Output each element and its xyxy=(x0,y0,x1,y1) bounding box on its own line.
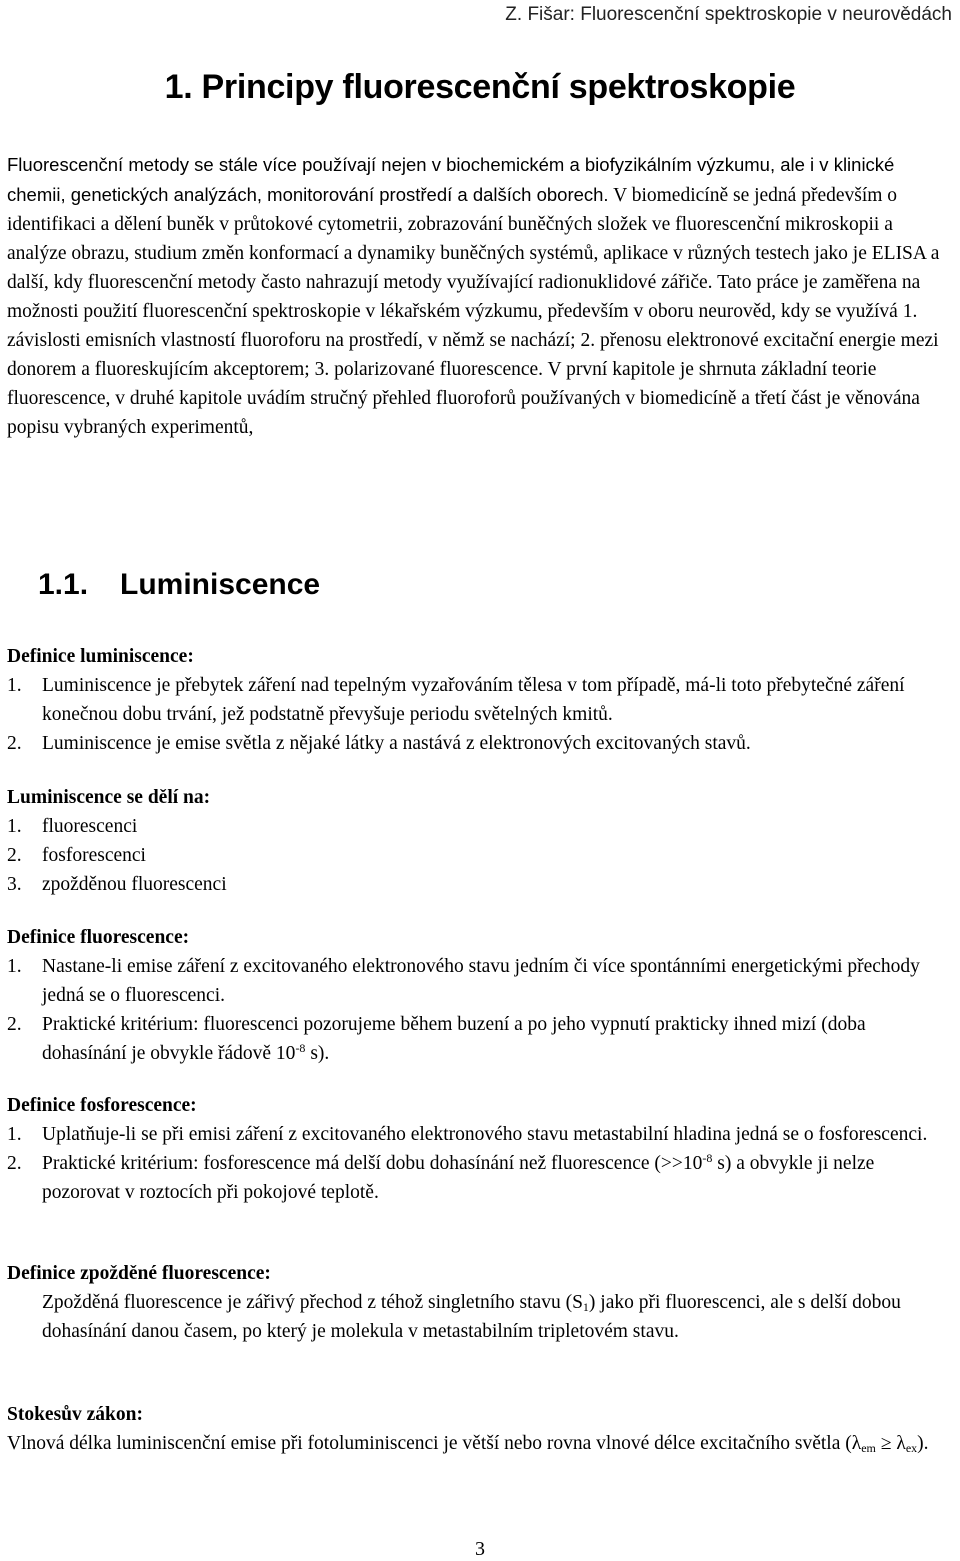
chapter-title: 1. Principy fluorescenční spektroskopie xyxy=(164,68,796,106)
page-number: 3 xyxy=(475,1538,485,1560)
list-item-number: 3. xyxy=(7,874,22,895)
intro-paragraph xyxy=(7,150,947,442)
stokes-text xyxy=(7,1429,952,1458)
intro-text-part3: Tato práce je zaměřena na možnosti použití fluorescenční spektroskopie v lékařském výzkumu, především v oboru neurověd, kdy se využívá 1. závislosti emisních vlastností fluoroforu na prostředí, v němž se nachází; 2. přenosu elektronové excitační energie mezi donorem a fluoreskujícím akceptorem; 3. polarizované fluorescence. V první kapitole je shrnuta základní teorie fluorescence, v druhé kapitole uvádím stručný přehled fluoroforů používaných v biomedicíně a třetí část je věnována popisu vybraných experimentů, xyxy=(7,272,939,438)
list-item-number: 1. xyxy=(7,956,22,977)
list-item-number: 2. xyxy=(7,733,22,754)
list-item xyxy=(7,952,952,1010)
def-delayed-heading: Definice zpožděné fluorescence: xyxy=(7,1263,271,1284)
section-number: 1.1. xyxy=(38,568,89,601)
list-item xyxy=(7,671,952,729)
text-segment: ) jako při fluorescenci, ale s delší dobou dohasínání danou časem, po který je molekula v metastabilním tripletovém stavu. xyxy=(42,1292,901,1342)
subscript: 1 xyxy=(582,1300,589,1314)
text-segment: Praktické kritérium: fosforescence má delší dobu dohasínání než fluorescence (>>10 xyxy=(42,1153,703,1174)
list-item-text xyxy=(42,1149,952,1207)
list-item-text: zpožděnou fluorescenci xyxy=(42,874,227,895)
text-segment: s) a obvykle ji nelze pozorovat v roztocích při pokojové teplotě. xyxy=(42,1153,875,1203)
list-item xyxy=(7,1149,952,1207)
division-block xyxy=(7,783,952,899)
list-item-text xyxy=(42,1010,952,1068)
list-item xyxy=(7,870,952,899)
list-item-text: fluorescenci xyxy=(42,816,138,837)
running-header: Z. Fišar: Fluorescenční spektroskopie v neurovědách xyxy=(505,4,952,25)
list-item-number: 1. xyxy=(7,675,22,696)
def-delayed-text xyxy=(7,1288,952,1346)
lambda-symbol: λ xyxy=(851,1433,862,1454)
list-item-number: 2. xyxy=(7,1014,22,1035)
def-luminiscence-heading: Definice luminiscence: xyxy=(7,646,194,667)
exponent: -8 xyxy=(702,1151,713,1165)
list-item-text: Uplatňuje-li se při emisi záření z excitovaného elektronového stavu metastabilní hladina jedná se o fosforescenci. xyxy=(42,1124,928,1145)
def-phosphorescence-block xyxy=(7,1091,952,1207)
def-fluorescence-block xyxy=(7,923,952,1068)
list-item-text: fosforescenci xyxy=(42,845,146,866)
def-phosphorescence-heading: Definice fosforescence: xyxy=(7,1095,197,1116)
list-item-text: Luminiscence je přebytek záření nad tepelným vyzařováním tělesa v tom případě, má-li toto přebytečné záření konečnou dobu trvání, jež podstatně převyšuje periodu světelných kmitů. xyxy=(42,675,905,725)
list-item-number: 2. xyxy=(7,845,22,866)
lambda-symbol: λ xyxy=(896,1433,906,1454)
text-segment: s). xyxy=(305,1043,330,1064)
list-item xyxy=(7,812,952,841)
def-fluorescence-heading: Definice fluorescence: xyxy=(7,927,190,948)
stokes-heading: Stokesův zákon: xyxy=(7,1404,143,1425)
intro-text-part2: V biomedicíně se jedná především o identifikaci a dělení buněk v průtokové cytometrii, zobrazování buněčných složek ve fluorescenční mikroskopii a analýze obrazu, studium změn konformací a dynamiky buněčných systémů, aplikace v různých testech jako je ELISA a další, kdy fluorescenční metody často nahrazují metody využívající radionuklidové zářiče. xyxy=(7,185,940,293)
section-name: Luminiscence xyxy=(120,568,321,601)
list-item-text: Nastane-li emise záření z excitovaného elektronového stavu jedním či více spontánními energetickými přechody jedná se o fluorescenci. xyxy=(42,956,920,1006)
relation-symbol: ≥ xyxy=(875,1433,897,1454)
list-item xyxy=(7,1010,952,1068)
list-item-number: 2. xyxy=(7,1153,22,1174)
text-segment: Vlnová délka luminiscenční emise při fotoluminiscenci je větší nebo rovna vlnové délce excitačního světla ( xyxy=(7,1433,852,1454)
list-item-number: 1. xyxy=(7,816,22,837)
exponent: -8 xyxy=(295,1041,306,1055)
text-segment: Praktické kritérium: fluorescenci pozorujeme během buzení a po jeho vypnutí prakticky ihned mizí (doba dohasínání je obvykle řádově 10 xyxy=(42,1014,866,1064)
section-title xyxy=(38,568,320,602)
text-segment: Zpožděná fluorescence je zářivý přechod z téhož singletního stavu (S xyxy=(42,1292,583,1313)
list-item-text: Luminiscence je emise světla z nějaké látky a nastává z elektronových excitovaných stavů. xyxy=(42,733,751,754)
subscript: em xyxy=(861,1441,876,1455)
list-item-number: 1. xyxy=(7,1124,22,1145)
def-delayed-block xyxy=(7,1259,952,1346)
subscript: ex xyxy=(905,1441,918,1455)
stokes-block xyxy=(7,1400,952,1458)
intro-text-part1: Fluorescenční metody se stále více používají nejen v biochemickém a biofyzikálním výzkumu, ale i v klinické chemii, genetických analýzách, monitorování prostředí a dalších oborech. xyxy=(7,154,895,205)
list-item xyxy=(7,729,952,758)
text-segment: ). xyxy=(917,1433,929,1454)
list-item xyxy=(7,1120,952,1149)
division-heading: Luminiscence se dělí na: xyxy=(7,787,211,808)
def-luminiscence-block xyxy=(7,642,952,758)
list-item xyxy=(7,841,952,870)
